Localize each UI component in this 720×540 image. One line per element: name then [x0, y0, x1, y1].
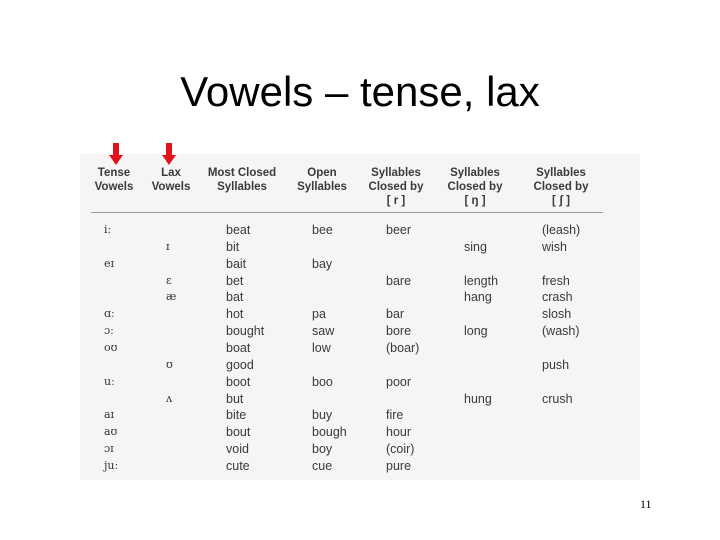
- open-word: bough: [312, 425, 347, 440]
- closed-r-word: beer: [386, 223, 412, 237]
- closed-sh-word: wish: [542, 239, 568, 254]
- most-closed-word: bought: [226, 324, 265, 339]
- header-divider: [91, 212, 603, 213]
- closed-ng-word: hung: [464, 391, 492, 406]
- closed-r-word: bore: [386, 324, 412, 339]
- closed-r-word: fire: [386, 408, 404, 423]
- closed-ng-word: hang: [464, 290, 492, 305]
- closed-r-word: poor: [386, 374, 412, 389]
- tense-vowel: aʊ: [104, 425, 118, 439]
- closed-sh-word: (wash): [542, 324, 580, 339]
- closed-r-word: (coir): [386, 442, 415, 457]
- tense-vowel: juː: [104, 458, 119, 472]
- most-closed-word: but: [226, 391, 244, 406]
- closed-sh-word: push: [542, 357, 570, 372]
- header-closed-by-sh: Syllables Closed by [ ʃ ]: [533, 167, 589, 207]
- tense-vowel: aɪ: [104, 408, 115, 422]
- most-closed-word: void: [226, 442, 249, 457]
- closed-r-word: pure: [386, 458, 412, 473]
- closed-sh-word: crush: [542, 391, 573, 406]
- most-closed-word: beat: [226, 223, 251, 237]
- tense-vowel: ɔː: [104, 324, 114, 338]
- tense-vowel: uː: [104, 374, 115, 388]
- closed-sh-word: slosh: [542, 307, 572, 322]
- header-closed-by-r: Syllables Closed by [ r ]: [368, 167, 424, 207]
- open-word: pa: [312, 307, 326, 322]
- open-word: cue: [312, 458, 333, 473]
- closed-r-word: bare: [386, 273, 412, 288]
- tense-vowel: ɔɪ: [104, 442, 114, 456]
- page-number: 11: [640, 497, 652, 511]
- most-closed-word: hot: [226, 307, 244, 322]
- open-word: bay: [312, 256, 333, 271]
- tense-vowel: oʊ: [104, 340, 118, 354]
- closed-ng-word: sing: [464, 239, 487, 254]
- tense-vowel: ɑː: [104, 307, 115, 321]
- lax-vowel: ʌ: [166, 391, 173, 405]
- lax-vowel: æ: [166, 290, 177, 304]
- lax-vowel: ɛ: [166, 273, 172, 287]
- header-closed-by-ng: Syllables Closed by [ ŋ ]: [447, 167, 503, 207]
- lax-vowel: ʊ: [166, 357, 173, 371]
- closed-r-word: (boar): [386, 340, 420, 355]
- most-closed-word: bit: [226, 239, 240, 254]
- most-closed-word: bout: [226, 425, 251, 440]
- open-word: boo: [312, 374, 333, 389]
- most-closed-word: boat: [226, 340, 251, 355]
- closed-r-word: hour: [386, 425, 412, 440]
- open-word: low: [312, 340, 331, 355]
- tense-vowel: eɪ: [104, 256, 115, 270]
- closed-sh-word: (leash): [542, 223, 581, 237]
- open-word: bee: [312, 223, 333, 237]
- most-closed-word: boot: [226, 374, 251, 389]
- open-word: boy: [312, 442, 333, 457]
- open-word: saw: [312, 324, 335, 339]
- tense-vowel: iː: [104, 223, 112, 236]
- closed-ng-word: long: [464, 324, 488, 339]
- closed-sh-word: fresh: [542, 273, 570, 288]
- most-closed-word: bet: [226, 273, 244, 288]
- lax-vowel: ɪ: [166, 239, 170, 253]
- most-closed-word: good: [226, 357, 254, 372]
- closed-sh-word: crash: [542, 290, 573, 305]
- open-word: buy: [312, 408, 333, 423]
- most-closed-word: bat: [226, 290, 244, 305]
- most-closed-word: cute: [226, 458, 250, 473]
- most-closed-word: bite: [226, 408, 247, 423]
- closed-r-word: bar: [386, 307, 405, 322]
- header-lax-vowels: Lax Vowels: [151, 167, 191, 193]
- header-open-syllables: Open Syllables: [297, 167, 347, 193]
- most-closed-word: bait: [226, 256, 247, 271]
- closed-ng-word: length: [464, 273, 499, 288]
- slide-title: Vowels – tense, lax: [180, 68, 540, 115]
- header-tense-vowels: Tense Vowels: [94, 167, 134, 193]
- header-most-closed-syllables: Most Closed Syllables: [207, 167, 277, 193]
